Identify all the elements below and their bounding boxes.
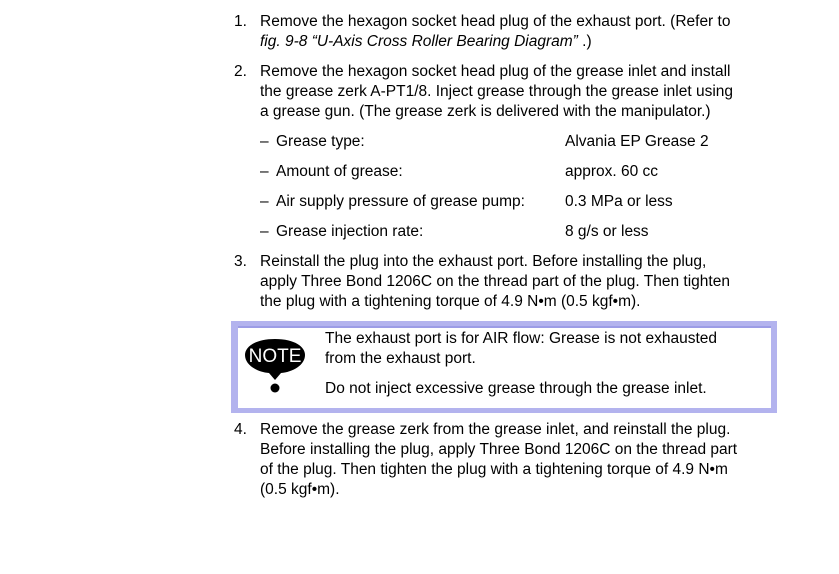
step-line: apply Three Bond 1206C on the thread part of the plug. Then tighten	[260, 273, 730, 290]
step-number: 4.	[234, 421, 247, 438]
step-text	[260, 420, 794, 500]
step-line: Remove the hexagon socket head plug of the grease inlet and install	[260, 63, 731, 80]
step-line: Remove the grease zerk from the grease inlet, and reinstall the plug.	[260, 421, 731, 438]
spec-value: Alvania EP Grease 2	[565, 133, 709, 150]
spec-amount	[260, 162, 780, 182]
step-line: a grease gun. (The grease zerk is delivered with the manipulator.)	[260, 103, 711, 120]
figure-reference: fig. 9-8	[260, 33, 308, 50]
step-3	[234, 252, 794, 312]
spec-label: Amount of grease:	[276, 163, 403, 180]
step-4	[234, 420, 794, 500]
note-line: The exhaust port is for AIR flow: Grease is not exhausted	[325, 330, 718, 347]
spec-air-pressure	[260, 192, 780, 212]
dash: –	[260, 133, 269, 150]
step-text	[260, 252, 794, 312]
spec-label: Air supply pressure of grease pump:	[276, 193, 525, 210]
spec-value: 8 g/s or less	[565, 223, 649, 240]
dash: –	[260, 223, 269, 240]
step-line: the grease zerk A-PT1/8. Inject grease through the grease inlet using	[260, 83, 734, 100]
step-line	[260, 32, 794, 52]
step-1	[234, 12, 794, 52]
dash: –	[260, 193, 269, 210]
spec-injection-rate	[260, 222, 780, 242]
step-number: 2.	[234, 63, 247, 80]
note-icon-label: NOTE	[248, 346, 302, 367]
figure-title: “U-Axis Cross Roller Bearing Diagram”	[311, 33, 578, 50]
step-text	[260, 12, 794, 52]
step-line: Remove the hexagon socket head plug of the exhaust port. (Refer to	[260, 13, 731, 30]
step-2	[234, 62, 794, 122]
spec-label: Grease type:	[276, 133, 365, 150]
step-line-end: .)	[577, 33, 592, 50]
spec-value: approx. 60 cc	[565, 163, 659, 180]
step-text	[260, 62, 794, 122]
step-number: 3.	[234, 253, 247, 270]
spec-grease-type	[260, 132, 780, 152]
step-line: (0.5 kgf•m).	[260, 481, 340, 498]
note-balloon-icon	[243, 333, 307, 397]
step-number: 1.	[234, 13, 247, 30]
dash: –	[260, 163, 269, 180]
spec-label: Grease injection rate:	[276, 223, 424, 240]
step-line: Before installing the plug, apply Three Bond 1206C on the thread part	[260, 441, 738, 458]
step-line: of the plug. Then tighten the plug with a tightening torque of 4.9 N•m	[260, 461, 728, 478]
step-line: the plug with a tightening torque of 4.9 N•m (0.5 kgf•m).	[260, 293, 641, 310]
note-line: from the exhaust port.	[325, 350, 476, 367]
note-line: Do not inject excessive grease through the grease inlet.	[325, 380, 707, 397]
spec-value: 0.3 MPa or less	[565, 193, 673, 210]
step-line: Reinstall the plug into the exhaust port. Before installing the plug,	[260, 253, 707, 270]
